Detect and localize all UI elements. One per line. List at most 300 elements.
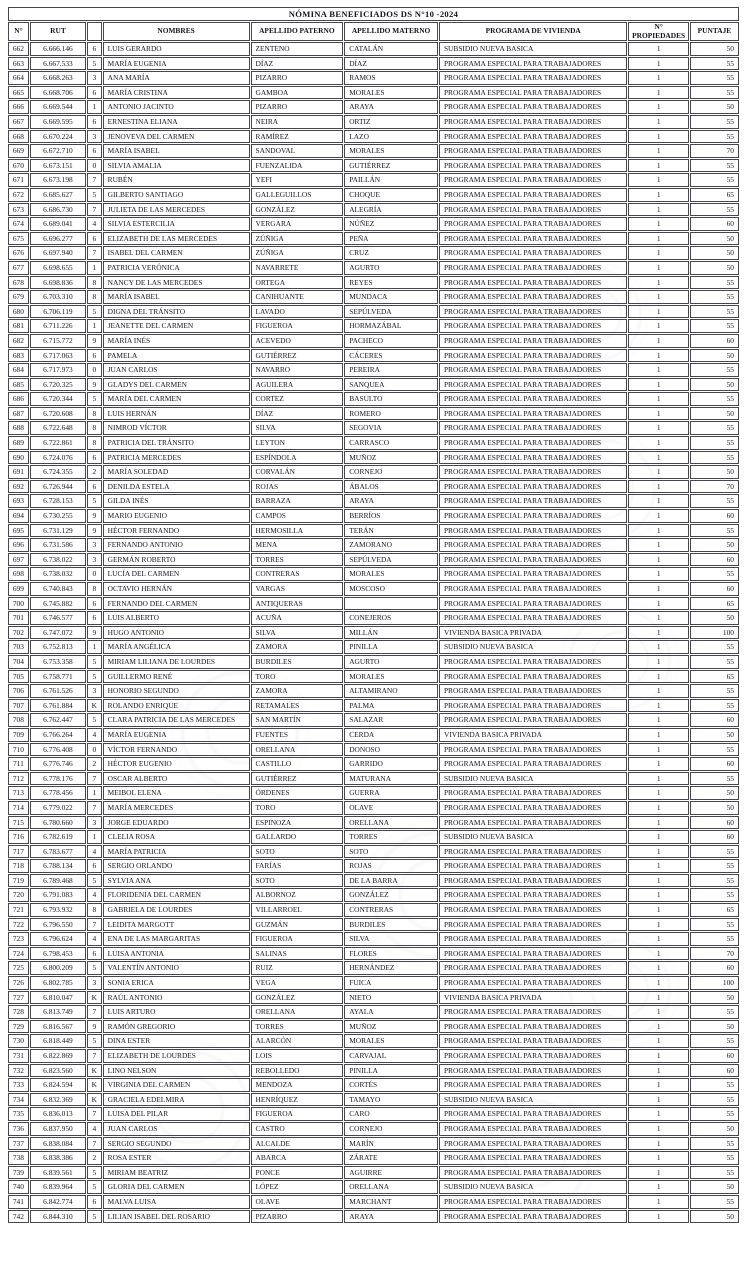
cell-apellido-paterno: HERMOSILLA [251,524,344,538]
cell-puntaje: 50 [690,407,739,421]
cell-nombres: PATRICIA DEL TRÁNSITO [103,436,250,450]
cell-propiedades: 1 [628,918,688,932]
cell-rut: 6.782.619 [30,830,86,844]
cell-dv: K [87,699,102,713]
cell-rut: 6.844.310 [30,1210,86,1224]
cell-dv: 5 [87,713,102,727]
cell-apellido-paterno: SALINAS [251,947,344,961]
cell-programa: PROGRAMA ESPECIAL PARA TRABAJADORES [439,159,628,173]
cell-rut: 6.673.198 [30,173,86,187]
cell-nombres: JENOVEVA DEL CARMEN [103,130,250,144]
cell-numero: 715 [8,816,29,830]
cell-dv: K [87,1078,102,1092]
cell-dv: 0 [87,363,102,377]
cell-nombres: FERNANDO ANTONIO [103,538,250,552]
cell-dv: 7 [87,772,102,786]
cell-numero: 665 [8,86,29,100]
cell-dv: 6 [87,451,102,465]
cell-numero: 701 [8,611,29,625]
cell-rut: 6.837.950 [30,1122,86,1136]
cell-rut: 6.796.624 [30,932,86,946]
cell-nombres: PAMELA [103,349,250,363]
cell-nombres: MALVA LUISA [103,1195,250,1209]
cell-rut: 6.706.119 [30,305,86,319]
cell-numero: 691 [8,465,29,479]
cell-propiedades: 1 [628,888,688,902]
cell-propiedades: 1 [628,217,688,231]
cell-puntaje: 50 [690,1122,739,1136]
cell-rut: 6.752.813 [30,640,86,654]
cell-numero: 736 [8,1122,29,1136]
cell-apellido-materno: HORMAZÁBAL [344,319,438,333]
cell-apellido-paterno: ORELLANA [251,743,344,757]
cell-programa: PROGRAMA ESPECIAL PARA TRABAJADORES [439,1005,628,1019]
cell-apellido-paterno: FIGUEROA [251,319,344,333]
cell-apellido-materno: ROJAS [344,859,438,873]
cell-puntaje: 50 [690,1210,739,1224]
cell-programa: PROGRAMA ESPECIAL PARA TRABAJADORES [439,801,628,815]
cell-rut: 6.761.526 [30,684,86,698]
table-row [8,932,739,946]
cell-numero: 709 [8,728,29,742]
cell-apellido-paterno: NEIRA [251,115,344,129]
cell-propiedades: 1 [628,349,688,363]
cell-programa: PROGRAMA ESPECIAL PARA TRABAJADORES [439,494,628,508]
cell-programa: PROGRAMA ESPECIAL PARA TRABAJADORES [439,1078,628,1092]
cell-nombres: MARÍA ISABEL [103,290,250,304]
cell-apellido-materno: PALMA [344,699,438,713]
cell-puntaje: 55 [690,203,739,217]
cell-nombres: LILIAN ISABEL DEL ROSARIO [103,1210,250,1224]
cell-puntaje: 55 [690,845,739,859]
cell-apellido-paterno: GUTIÉRREZ [251,349,344,363]
cell-programa: PROGRAMA ESPECIAL PARA TRABAJADORES [439,188,628,202]
cell-apellido-paterno: ALARCÓN [251,1034,344,1048]
cell-numero: 706 [8,684,29,698]
cell-rut: 6.666.146 [30,42,86,56]
cell-numero: 723 [8,932,29,946]
table-row [8,1034,739,1048]
cell-propiedades: 1 [628,363,688,377]
cell-numero: 714 [8,801,29,815]
cell-nombres: OSCAR ALBERTO [103,772,250,786]
cell-rut: 6.838.386 [30,1151,86,1165]
table-row [8,290,739,304]
cell-apellido-paterno: FIGUEROA [251,1107,344,1121]
cell-nombres: MARIO EUGENIO [103,509,250,523]
cell-apellido-materno: DONOSO [344,743,438,757]
cell-programa: PROGRAMA ESPECIAL PARA TRABAJADORES [439,173,628,187]
cell-apellido-materno: BASULTO [344,392,438,406]
cell-apellido-paterno: ESPINOZA [251,816,344,830]
cell-numero: 698 [8,567,29,581]
cell-rut: 6.753.358 [30,655,86,669]
cell-propiedades: 1 [628,1195,688,1209]
cell-puntaje: 55 [690,743,739,757]
cell-programa: SUBSIDIO NUEVA BASICA [439,830,628,844]
table-row [8,786,739,800]
cell-puntaje: 55 [690,1137,739,1151]
cell-puntaje: 60 [690,830,739,844]
cell-apellido-materno: CATALÁN [344,42,438,56]
cell-propiedades: 1 [628,276,688,290]
cell-dv: 8 [87,582,102,596]
cell-apellido-materno: CARRASCO [344,436,438,450]
cell-rut: 6.796.550 [30,918,86,932]
cell-nombres: SONIA ERICA [103,976,250,990]
cell-apellido-materno: CONTRERAS [344,903,438,917]
cell-nombres: PATRICIA VERÓNICA [103,261,250,275]
cell-nombres: GLORIA DEL CARMEN [103,1180,250,1194]
cell-puntaje: 50 [690,42,739,56]
cell-rut: 6.673.151 [30,159,86,173]
cell-apellido-paterno: SOTO [251,874,344,888]
cell-nombres: ENA DE LAS MARGARITAS [103,932,250,946]
cell-apellido-paterno: GALLARDO [251,830,344,844]
cell-propiedades: 1 [628,786,688,800]
cell-apellido-paterno: SILVA [251,626,344,640]
cell-dv: 6 [87,42,102,56]
cell-nombres: LUIS ALBERTO [103,611,250,625]
cell-programa: PROGRAMA ESPECIAL PARA TRABAJADORES [439,1195,628,1209]
cell-numero: 672 [8,188,29,202]
cell-puntaje: 60 [690,757,739,771]
cell-propiedades: 1 [628,1034,688,1048]
cell-nombres: MARÍA SOLEDAD [103,465,250,479]
cell-apellido-materno: ORELLANA [344,816,438,830]
cell-dv: K [87,1064,102,1078]
cell-dv: 8 [87,290,102,304]
cell-rut: 6.793.932 [30,903,86,917]
table-row [8,57,739,71]
cell-numero: 687 [8,407,29,421]
cell-programa: SUBSIDIO NUEVA BASICA [439,772,628,786]
document-title: NÓMINA BENEFICIADOS DS N°10 -2024 [8,7,739,21]
cell-programa: PROGRAMA ESPECIAL PARA TRABAJADORES [439,349,628,363]
col-header-apellido-materno: APELLIDO MATERNO [344,22,438,41]
cell-numero: 700 [8,597,29,611]
cell-puntaje: 55 [690,1166,739,1180]
cell-rut: 6.747.072 [30,626,86,640]
table-row [8,1093,739,1107]
cell-numero: 675 [8,232,29,246]
cell-puntaje: 55 [690,71,739,85]
cell-nombres: JEANETTE DEL CARMEN [103,319,250,333]
cell-propiedades: 1 [628,728,688,742]
cell-programa: PROGRAMA ESPECIAL PARA TRABAJADORES [439,1166,628,1180]
cell-propiedades: 1 [628,713,688,727]
cell-dv: 6 [87,1195,102,1209]
cell-apellido-paterno: TORRES [251,553,344,567]
cell-dv: 1 [87,261,102,275]
cell-nombres: MARÍA EUGENIA [103,728,250,742]
cell-puntaje: 55 [690,305,739,319]
cell-puntaje: 60 [690,553,739,567]
cell-nombres: LUIS GERARDO [103,42,250,56]
table-row [8,757,739,771]
cell-rut: 6.839.964 [30,1180,86,1194]
cell-apellido-paterno: AGUILERA [251,378,344,392]
cell-dv: 8 [87,903,102,917]
table-row [8,859,739,873]
cell-propiedades: 1 [628,1064,688,1078]
cell-apellido-paterno: LAVADO [251,305,344,319]
cell-puntaje: 60 [690,961,739,975]
cell-apellido-paterno: MENA [251,538,344,552]
cell-rut: 6.689.041 [30,217,86,231]
cell-apellido-paterno: FARÍAS [251,859,344,873]
cell-programa: PROGRAMA ESPECIAL PARA TRABAJADORES [439,1107,628,1121]
cell-nombres: MARÍA INÉS [103,334,250,348]
cell-apellido-paterno: MENDOZA [251,1078,344,1092]
table-row [8,1195,739,1209]
cell-numero: 712 [8,772,29,786]
cell-numero: 663 [8,57,29,71]
cell-programa: PROGRAMA ESPECIAL PARA TRABAJADORES [439,947,628,961]
cell-programa: PROGRAMA ESPECIAL PARA TRABAJADORES [439,436,628,450]
cell-dv: 1 [87,786,102,800]
cell-dv: 5 [87,188,102,202]
table-row [8,71,739,85]
cell-propiedades: 1 [628,830,688,844]
cell-puntaje: 65 [690,188,739,202]
cell-numero: 699 [8,582,29,596]
cell-puntaje: 55 [690,276,739,290]
cell-propiedades: 1 [628,130,688,144]
cell-numero: 730 [8,1034,29,1048]
cell-nombres: SYLVIA ANA [103,874,250,888]
cell-puntaje: 55 [690,1151,739,1165]
cell-programa: PROGRAMA ESPECIAL PARA TRABAJADORES [439,538,628,552]
col-header-dv [87,22,102,41]
table-row [8,961,739,975]
cell-rut: 6.839.561 [30,1166,86,1180]
cell-apellido-materno: AYALA [344,1005,438,1019]
cell-apellido-paterno: VILLARROEL [251,903,344,917]
cell-apellido-paterno: FUENTES [251,728,344,742]
table-row [8,173,739,187]
table-row [8,1151,739,1165]
cell-propiedades: 1 [628,772,688,786]
cell-apellido-materno: CERDA [344,728,438,742]
cell-apellido-materno: CARO [344,1107,438,1121]
cell-programa: PROGRAMA ESPECIAL PARA TRABAJADORES [439,71,628,85]
cell-apellido-paterno: ACUÑA [251,611,344,625]
cell-numero: 667 [8,115,29,129]
cell-puntaje: 55 [690,1195,739,1209]
cell-dv: 4 [87,888,102,902]
cell-propiedades: 1 [628,757,688,771]
cell-programa: PROGRAMA ESPECIAL PARA TRABAJADORES [439,509,628,523]
cell-rut: 6.822.869 [30,1049,86,1063]
cell-numero: 704 [8,655,29,669]
cell-numero: 719 [8,874,29,888]
cell-numero: 726 [8,976,29,990]
cell-puntaje: 55 [690,859,739,873]
cell-dv: 6 [87,947,102,961]
cell-propiedades: 1 [628,290,688,304]
cell-dv: 5 [87,57,102,71]
cell-apellido-paterno: RUIZ [251,961,344,975]
cell-nombres: LUCÍA DEL CARMEN [103,567,250,581]
table-row [8,421,739,435]
cell-dv: 3 [87,816,102,830]
cell-puntaje: 55 [690,436,739,450]
cell-apellido-materno: ZAMORANO [344,538,438,552]
cell-nombres: FERNANDO DEL CARMEN [103,597,250,611]
cell-apellido-materno: AGUIRRE [344,1166,438,1180]
cell-rut: 6.667.533 [30,57,86,71]
cell-propiedades: 1 [628,816,688,830]
cell-dv: 5 [87,655,102,669]
cell-apellido-materno: CRUZ [344,246,438,260]
cell-rut: 6.800.209 [30,961,86,975]
cell-puntaje: 55 [690,290,739,304]
cell-apellido-materno: PINILLA [344,640,438,654]
cell-apellido-materno: DÍAZ [344,57,438,71]
table-row [8,1210,739,1224]
cell-nombres: NANCY DE LAS MERCEDES [103,276,250,290]
cell-nombres: HONORIO SEGUNDO [103,684,250,698]
cell-programa: PROGRAMA ESPECIAL PARA TRABAJADORES [439,57,628,71]
cell-numero: 680 [8,305,29,319]
col-header-numero: N° [8,22,29,41]
cell-numero: 678 [8,276,29,290]
cell-programa: PROGRAMA ESPECIAL PARA TRABAJADORES [439,392,628,406]
cell-programa: PROGRAMA ESPECIAL PARA TRABAJADORES [439,421,628,435]
cell-nombres: MARÍA ISABEL [103,144,250,158]
table-row [8,378,739,392]
table-row [8,1137,739,1151]
cell-rut: 6.778.456 [30,786,86,800]
cell-apellido-materno: LAZO [344,130,438,144]
table-row [8,611,739,625]
table-row [8,699,739,713]
cell-propiedades: 1 [628,743,688,757]
table-row [8,407,739,421]
cell-numero: 707 [8,699,29,713]
cell-dv: 6 [87,480,102,494]
table-row [8,465,739,479]
table-row [8,451,739,465]
cell-dv: 5 [87,494,102,508]
cell-apellido-paterno: SILVA [251,421,344,435]
cell-rut: 6.731.129 [30,524,86,538]
cell-nombres: SILVIA ESTERCILIA [103,217,250,231]
cell-apellido-materno: TORRES [344,830,438,844]
cell-dv: 9 [87,378,102,392]
cell-puntaje: 70 [690,480,739,494]
cell-apellido-materno: PACHECO [344,334,438,348]
cell-programa: PROGRAMA ESPECIAL PARA TRABAJADORES [439,1151,628,1165]
cell-dv: 7 [87,1005,102,1019]
table-row [8,86,739,100]
cell-puntaje: 55 [690,1107,739,1121]
cell-dv: 3 [87,976,102,990]
cell-apellido-materno: SILVA [344,932,438,946]
table-row [8,553,739,567]
table-row [8,1180,739,1194]
table-row [8,232,739,246]
cell-numero: 693 [8,494,29,508]
cell-puntaje: 50 [690,786,739,800]
cell-puntaje: 50 [690,538,739,552]
cell-puntaje: 55 [690,86,739,100]
cell-puntaje: 55 [690,494,739,508]
cell-propiedades: 1 [628,71,688,85]
cell-propiedades: 1 [628,246,688,260]
cell-nombres: VALENTÍN ANTONIO [103,961,250,975]
cell-puntaje: 55 [690,655,739,669]
cell-numero: 696 [8,538,29,552]
cell-programa: PROGRAMA ESPECIAL PARA TRABAJADORES [439,1064,628,1078]
cell-apellido-materno: PINILLA [344,1064,438,1078]
cell-programa: PROGRAMA ESPECIAL PARA TRABAJADORES [439,290,628,304]
cell-rut: 6.669.544 [30,100,86,114]
cell-rut: 6.745.882 [30,597,86,611]
cell-apellido-paterno: ÓRDENES [251,786,344,800]
cell-dv: 7 [87,918,102,932]
cell-propiedades: 1 [628,524,688,538]
cell-propiedades: 1 [628,582,688,596]
cell-propiedades: 1 [628,319,688,333]
table-row [8,319,739,333]
cell-propiedades: 1 [628,42,688,56]
cell-apellido-paterno: SANDOVAL [251,144,344,158]
cell-programa: PROGRAMA ESPECIAL PARA TRABAJADORES [439,699,628,713]
cell-apellido-materno: ORTIZ [344,115,438,129]
cell-nombres: ROLANDO ENRIQUE [103,699,250,713]
cell-nombres: ANTONIO JACINTO [103,100,250,114]
cell-rut: 6.685.627 [30,188,86,202]
cell-rut: 6.779.022 [30,801,86,815]
cell-apellido-paterno: FUENZALIDA [251,159,344,173]
cell-dv: 2 [87,1151,102,1165]
cell-apellido-materno: CONEJEROS [344,611,438,625]
cell-apellido-materno: GUERRA [344,786,438,800]
cell-dv: 8 [87,407,102,421]
table-row [8,480,739,494]
cell-nombres: CLARA PATRICIA DE LAS MERCEDES [103,713,250,727]
cell-apellido-materno: ALTAMIRANO [344,684,438,698]
cell-puntaje: 70 [690,144,739,158]
cell-apellido-materno: FLORES [344,947,438,961]
cell-puntaje: 70 [690,947,739,961]
cell-dv: 2 [87,757,102,771]
cell-puntaje: 65 [690,670,739,684]
cell-dv: 5 [87,392,102,406]
cell-dv: 7 [87,1137,102,1151]
cell-apellido-materno: RAMOS [344,71,438,85]
cell-puntaje: 55 [690,421,739,435]
cell-programa: SUBSIDIO NUEVA BASICA [439,640,628,654]
cell-programa: PROGRAMA ESPECIAL PARA TRABAJADORES [439,363,628,377]
cell-nombres: HUGO ANTONIO [103,626,250,640]
cell-puntaje: 50 [690,100,739,114]
cell-programa: PROGRAMA ESPECIAL PARA TRABAJADORES [439,888,628,902]
cell-puntaje: 60 [690,334,739,348]
cell-programa: PROGRAMA ESPECIAL PARA TRABAJADORES [439,334,628,348]
cell-numero: 685 [8,378,29,392]
cell-programa: PROGRAMA ESPECIAL PARA TRABAJADORES [439,1137,628,1151]
cell-dv: 6 [87,859,102,873]
cell-propiedades: 1 [628,845,688,859]
cell-propiedades: 1 [628,144,688,158]
cell-puntaje: 55 [690,874,739,888]
cell-rut: 6.715.772 [30,334,86,348]
cell-numero: 735 [8,1107,29,1121]
cell-nombres: SERGIO ORLANDO [103,859,250,873]
